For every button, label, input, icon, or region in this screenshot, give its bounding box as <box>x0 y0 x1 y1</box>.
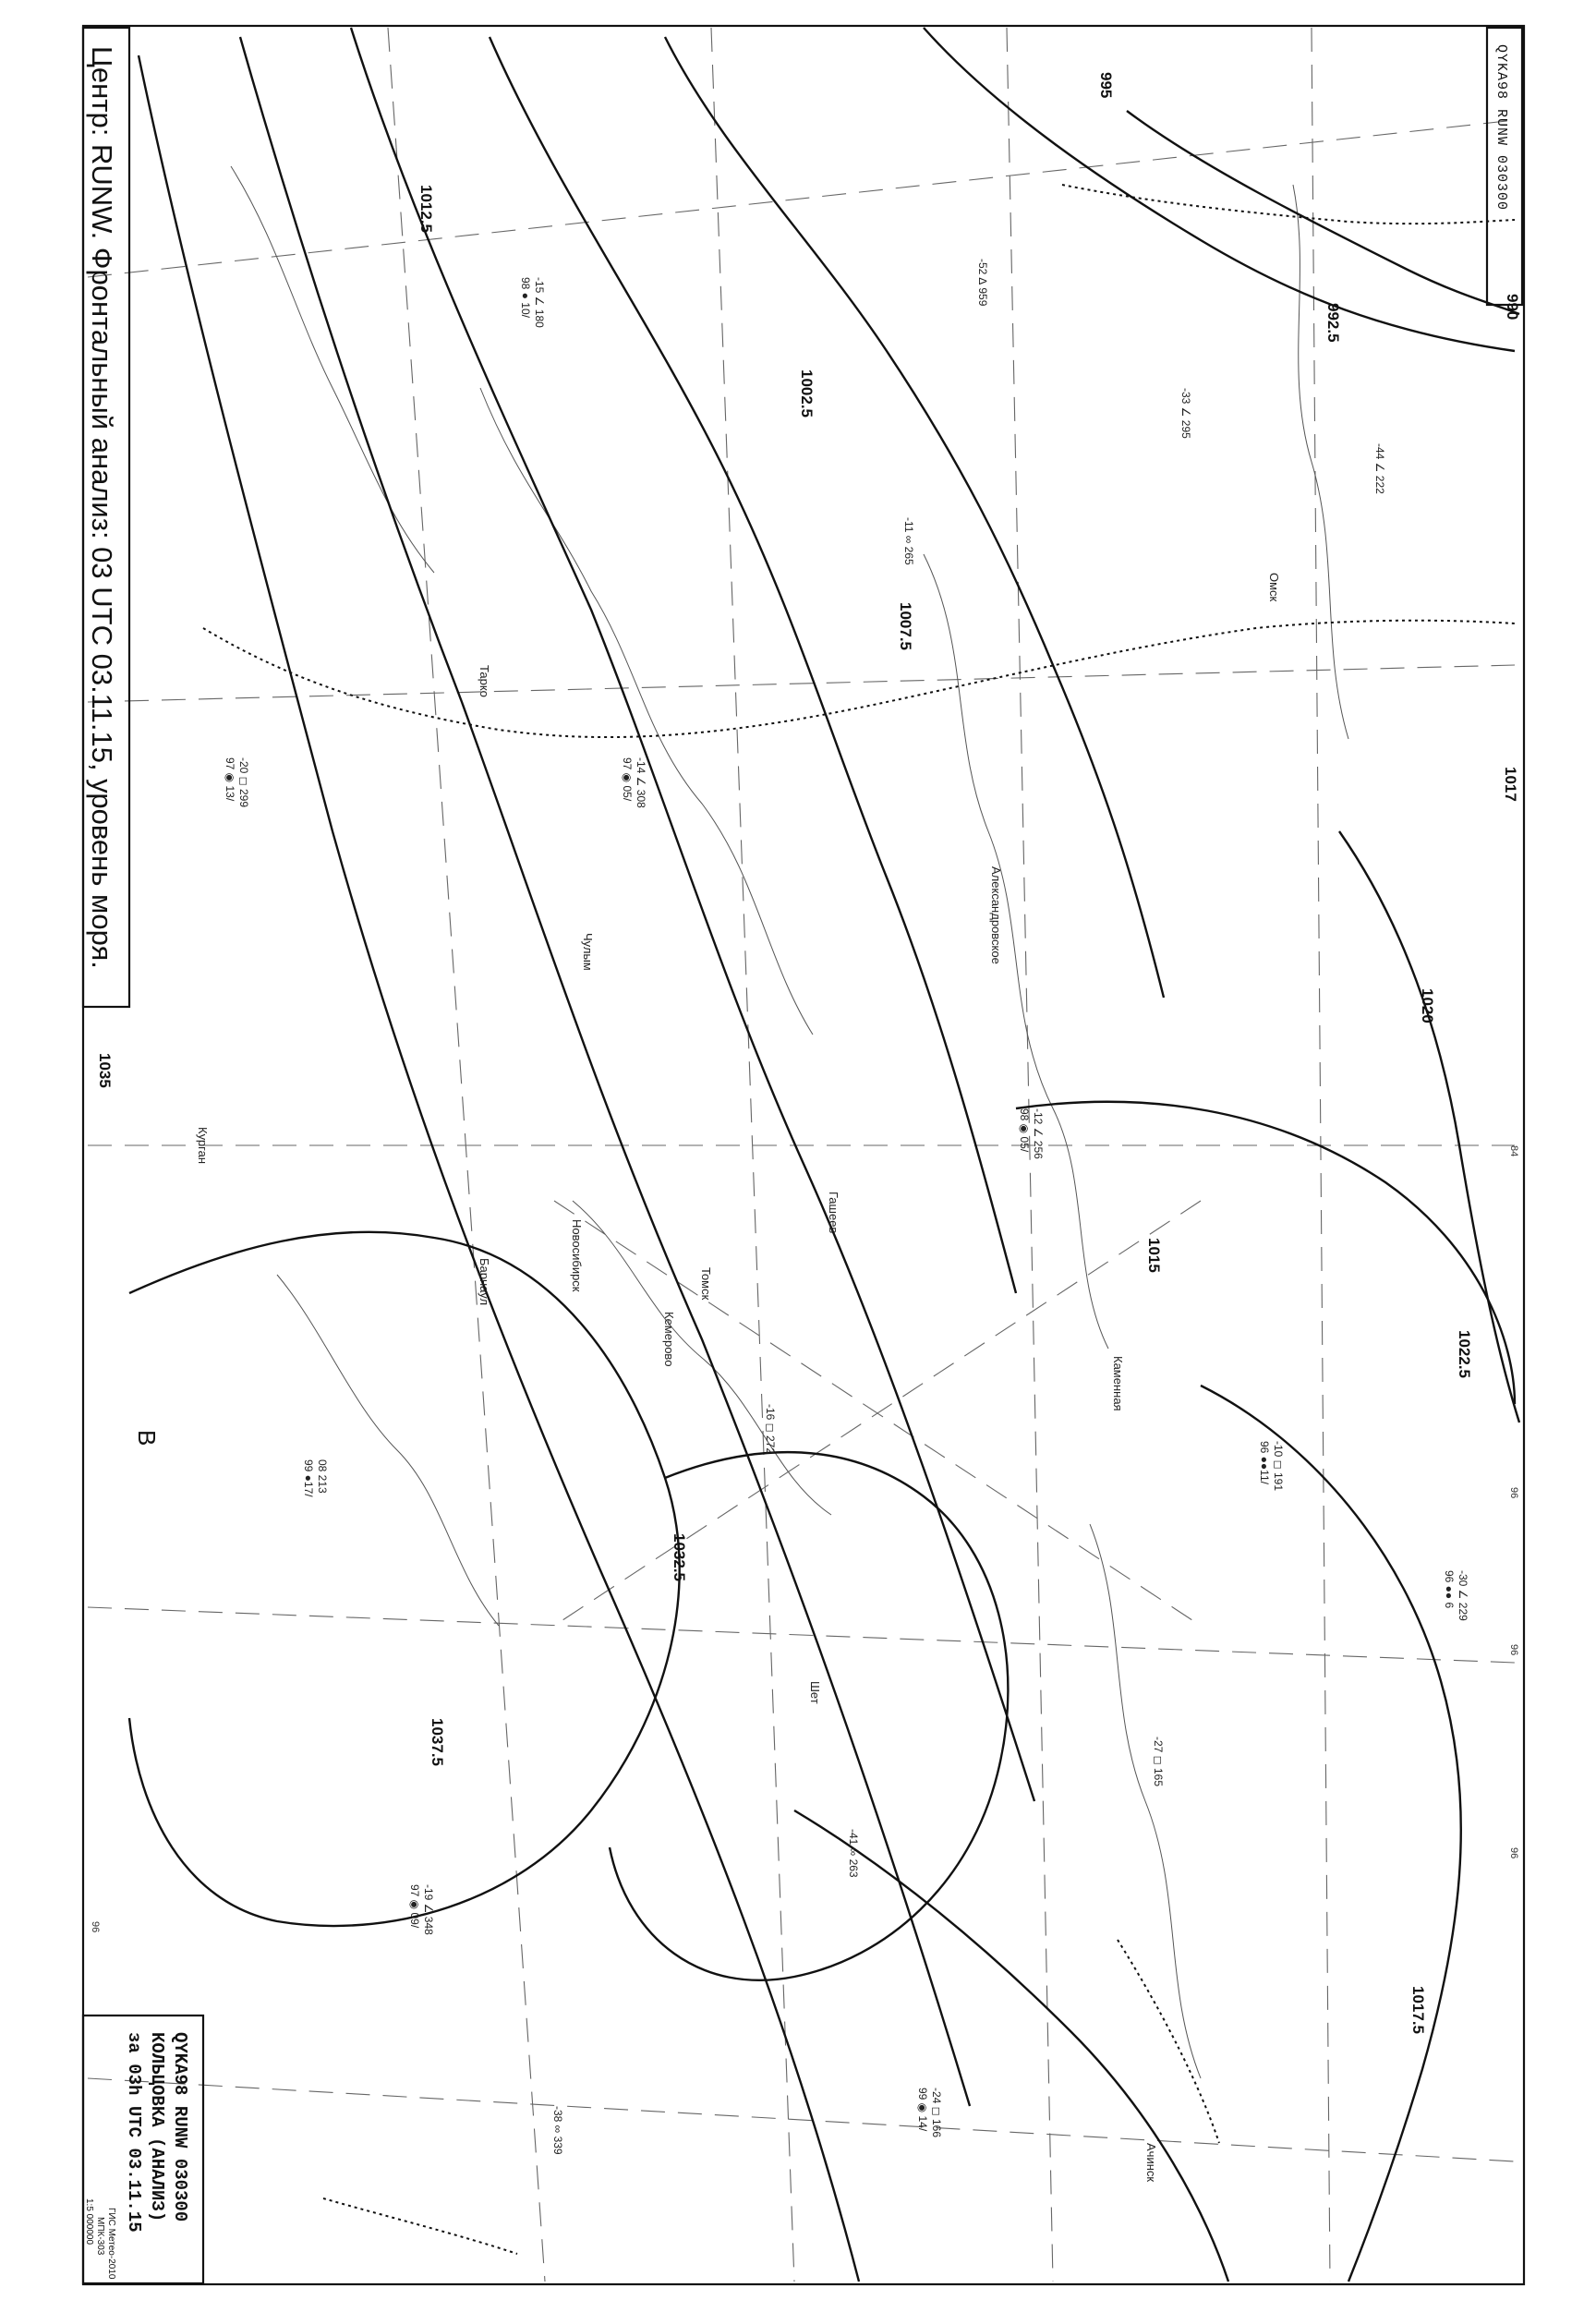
city-label: Томск <box>699 1267 713 1301</box>
city-label: Александровское <box>989 866 1003 964</box>
station-plot: 99 ◉ 14/ <box>916 2088 929 2132</box>
city-label: Кемерово <box>662 1312 676 1367</box>
station-plot: -15 ∠ 180 <box>533 277 546 328</box>
station-plot: -19 ∠ 348 <box>422 1884 435 1935</box>
isobar-label: 1002.5 <box>798 369 816 418</box>
map-title: Центр: RUNW. Фронтальный анализ: 03 UTC 03.11.15, уровень моря. <box>86 46 118 969</box>
header-code: QYKA98 RUNW 030300 <box>1493 44 1509 212</box>
station-plot: -30 ∠ 229 <box>1457 1570 1469 1621</box>
station-plot: 97 ◉ 13/ <box>224 757 236 802</box>
station-plot: -38 ∞ 339 <box>551 2106 564 2155</box>
city-label: Барнаул <box>478 1258 491 1306</box>
isobar-label: 1032.5 <box>671 1533 688 1581</box>
station-plot: 96 ●●11/ <box>1258 1441 1271 1484</box>
station-plot: -52 ∆ 959 <box>976 259 989 307</box>
station-plot: -41 ∞ 263 <box>847 1829 860 1878</box>
isobar-label: 1017 <box>1502 767 1519 802</box>
stamp-credit2: МПК-303 <box>95 2217 105 2256</box>
isobars <box>129 28 1519 2282</box>
isobar-label: 1007.5 <box>897 602 914 650</box>
city-label: Чулым <box>581 933 595 971</box>
isobar-label: 1037.5 <box>429 1718 446 1766</box>
svg-text:96: 96 <box>1508 1847 1519 1859</box>
city-label: Омск <box>1267 573 1281 602</box>
isobar-label: 990 <box>1504 294 1521 321</box>
station-plot: -10 ◻ 191 <box>1272 1441 1285 1491</box>
station-plot: -33 ∠ 295 <box>1179 388 1192 439</box>
isobar-label: 1035 <box>96 1053 114 1088</box>
stamp-credit1: ГИС Метео-2010 <box>106 2208 116 2280</box>
station-plot: -20 ◻ 299 <box>237 757 250 807</box>
station-plot: -14 ∠ 308 <box>635 757 647 808</box>
station-plot: -16 ◻ 272 <box>764 1404 777 1454</box>
isobar-label: 1017.5 <box>1409 1986 1427 2034</box>
isobar-label: 995 <box>1097 72 1115 99</box>
map-frame <box>83 26 1524 2284</box>
edge-ticks <box>90 1145 1519 1932</box>
station-plot: 97 ◉ 09/ <box>408 1884 421 1929</box>
station-plot: 99 ●17/ <box>302 1459 315 1497</box>
station-plot: -12 ∠ 256 <box>1032 1108 1045 1159</box>
station-plot: -44 ∠ 222 <box>1373 443 1386 494</box>
station-plot: 98 ◉ 05/ <box>1018 1108 1031 1153</box>
stamp-line1: КОЛЬЦОВКА (АНАЛИЗ) <box>147 2032 167 2222</box>
station-plots <box>224 259 1469 2155</box>
fronts <box>203 185 1515 2254</box>
graticule <box>88 28 1515 2282</box>
station-plot: -11 ∞ 265 <box>902 517 915 565</box>
isobar-label: 1015 <box>1145 1238 1163 1273</box>
isobar-label: 1012.5 <box>417 185 435 233</box>
station-plot: 08 213 <box>316 1459 329 1494</box>
station-plot: -27 ◻ 165 <box>1152 1737 1165 1786</box>
isobar-label: 1020 <box>1419 988 1436 1023</box>
station-plot: 97 ◉ 05/ <box>621 757 634 802</box>
city-label: Шет <box>808 1681 822 1704</box>
isobar-label: 992.5 <box>1324 303 1342 343</box>
city-label: Курган <box>196 1127 210 1165</box>
station-plot: 96 ●● 6 <box>1443 1570 1456 1609</box>
city-label: Тарко <box>478 665 491 697</box>
city-label: Гашеев <box>827 1192 840 1234</box>
high-pressure-center: В <box>133 1430 161 1447</box>
isobar-labels <box>96 72 1521 2034</box>
svg-text:96: 96 <box>90 1921 101 1933</box>
coastlines <box>231 166 1348 2078</box>
station-plot: -24 ◻ 166 <box>930 2088 943 2137</box>
city-label: Новосибирск <box>570 1219 584 1292</box>
isobar-label: 1022.5 <box>1456 1330 1473 1378</box>
city-label: Каменная <box>1111 1356 1125 1411</box>
station-plot: 98 ● 10/ <box>519 277 532 318</box>
stamp-scale: 1:5 000000 <box>84 2198 94 2246</box>
stamp-code: QYKA98 RUNW 030300 <box>170 2032 190 2222</box>
svg-text:96: 96 <box>1508 1487 1519 1499</box>
svg-text:96: 96 <box>1508 1644 1519 1656</box>
svg-text:84: 84 <box>1508 1145 1519 1157</box>
city-label: Ачинск <box>1144 2143 1158 2183</box>
stamp-line2: за 03h UTC 03.11.15 <box>124 2032 144 2233</box>
